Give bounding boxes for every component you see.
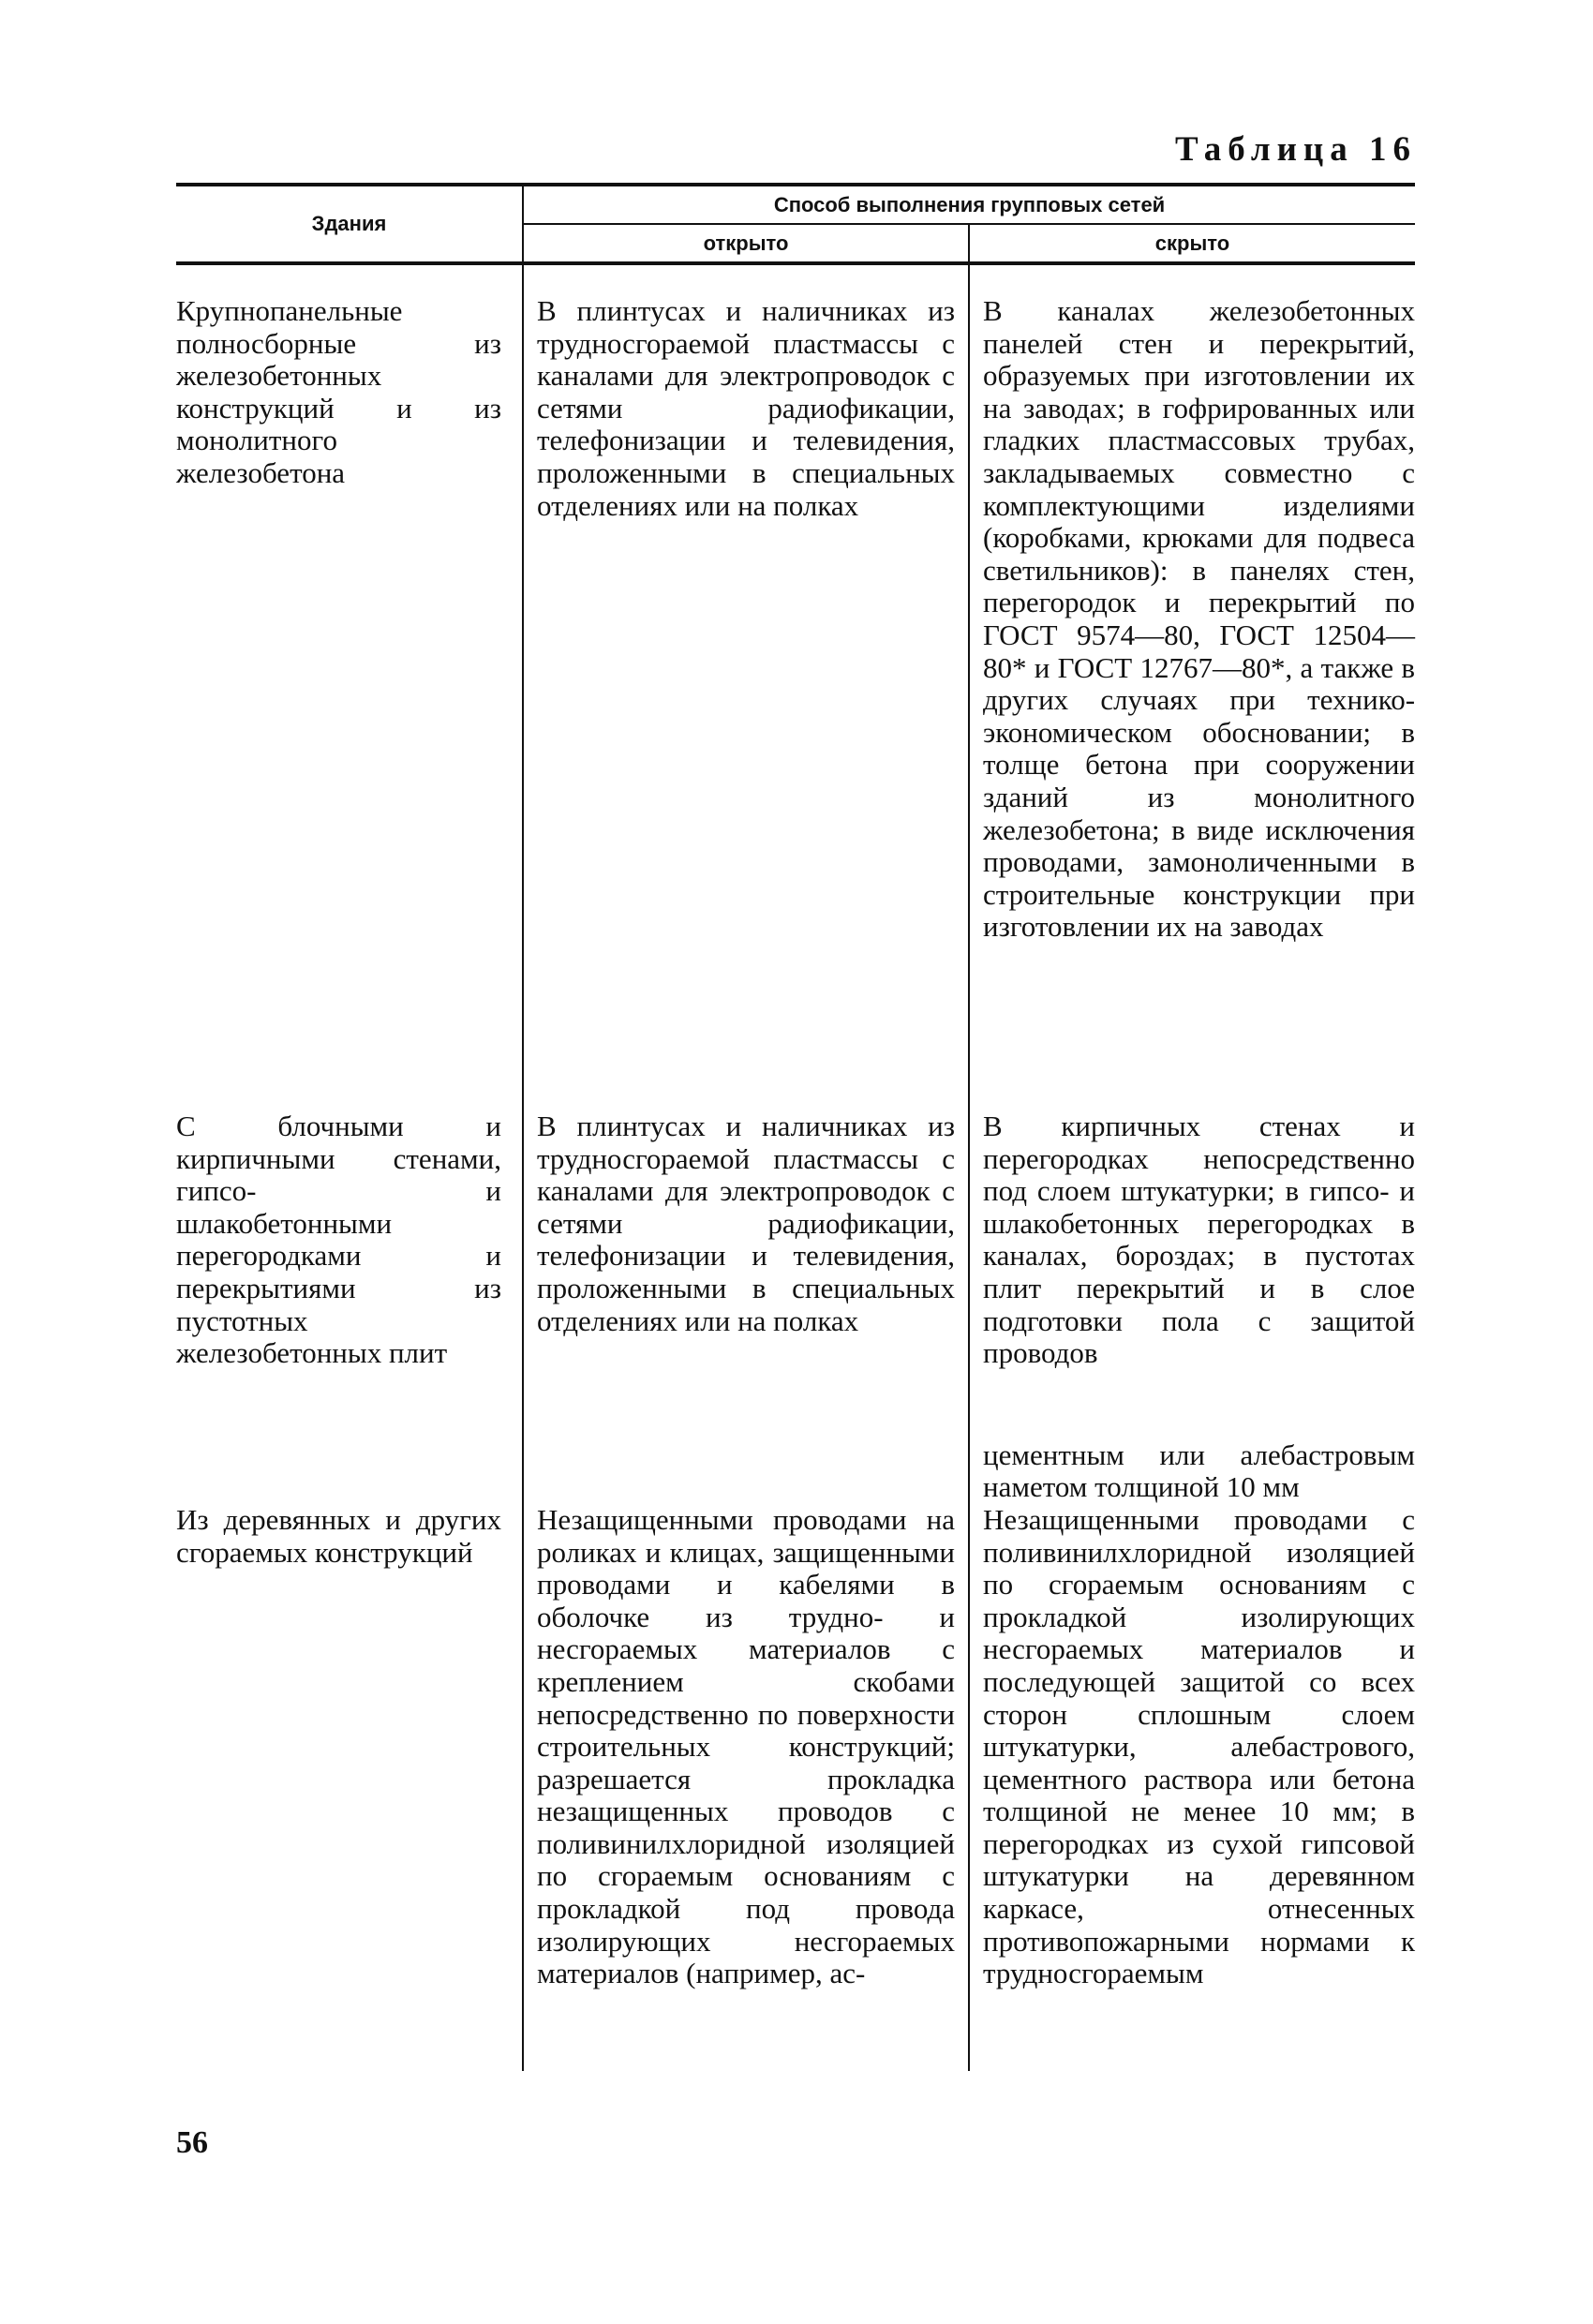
table-row xyxy=(176,1504,1415,2071)
cell-building: Из деревянных и других сгораемых конструкций xyxy=(176,1504,523,2071)
cell-open: В плинтусах и наличниках из трудносгораемой пластмассы с каналами для электропроводок с сетями радиофикации, телефонизации и телевидения, проложенными в специальных отделениях или на полках xyxy=(523,263,969,1110)
group-networks-table xyxy=(176,183,1415,2071)
table-row xyxy=(176,1110,1415,1504)
header-buildings: Здания xyxy=(176,185,523,263)
table-caption: Таблица 16 xyxy=(1175,130,1417,169)
cell-hidden: Незащищенными проводами с поливинилхлоридной изоляцией по сгораемым основаниям с прокладкой изолирующих несгораемых материалов и последующей защитой со всех сторон сплошным слоем штукатурки, алебастрового, цементного раствора или бетона толщиной не менее 10 мм; в перегородках из сухой гипсовой штукатурки на деревянном каркасе, отнесенных противопожарными нормами к трудносгораемым xyxy=(983,1502,1416,1990)
header-open: открыто xyxy=(523,224,969,263)
cell-open: Незащищенными проводами на роликах и клицах, защищенными проводами и кабелями в оболочке из трудно- и несгораемых материалов с креплением скобами непосредственно по поверхности строительных конструкций; разрешается прокладка незащищенных проводов с поливинилхлоридной изоляцией по сгораемым основаниям с прокладкой под провода изолирующих несгораемых материалов (например, ас- xyxy=(523,1504,969,2071)
cell-hidden: В каналах железобетонных панелей стен и перекрытий, образуемых при изготовлении их на заводах; в гофрированных или гладких пластмассовых трубах, закладываемых совместно с комплектующими изделиями (коробками, крюками для подвеса светильников): в панелях стен, перегородок и перекрытий по ГОСТ 9574—80, ГОСТ 12504—80* и ГОСТ 12767—80*, а также в других случаях при технико-экономическом обосновании; в толще бетона при сооружении зданий из монолитного железобетона; в виде исключения проводами, замоноличенными в строительные конструкции при изготовлении их на заводах xyxy=(983,294,1416,944)
cell-hidden-continuation: цементным или алебастровым наметом толщиной 10 мм xyxy=(983,1438,1416,1504)
header-hidden: скрыто xyxy=(969,224,1415,263)
cell-building: Крупнопанельные полносборные из железобетонных конструкций и из монолитного железобетона xyxy=(176,263,523,1110)
header-row-group xyxy=(176,185,1415,224)
cell-hidden xyxy=(969,1110,1415,1504)
table-row xyxy=(176,263,1415,1110)
table-16 xyxy=(176,183,1415,2071)
page-number: 56 xyxy=(176,2125,208,2160)
header-method: Способ выполнения групповых сетей xyxy=(523,185,1415,224)
cell-open: В плинтусах и наличниках из трудносгораемой пластмассы с каналами для электропроводок с сетями радиофикации, телефонизации и телевидения, проложенными в специальных отделениях или на полках xyxy=(523,1110,969,1504)
cell-building: С блочными и кирпичными стенами, гипсо- и шлакобетонными перегородками и перекрытиями из пустотных железобетонных плит xyxy=(176,1110,523,1504)
cell-hidden-text: В кирпичных стенах и перегородках непосредственно под слоем штукатурки; в гипсо- и шлакобетонных перегородках в каналах, бороздах; в пустотах плит перекрытий и в слое подготовки пола с защитой проводов xyxy=(983,1110,1416,1370)
